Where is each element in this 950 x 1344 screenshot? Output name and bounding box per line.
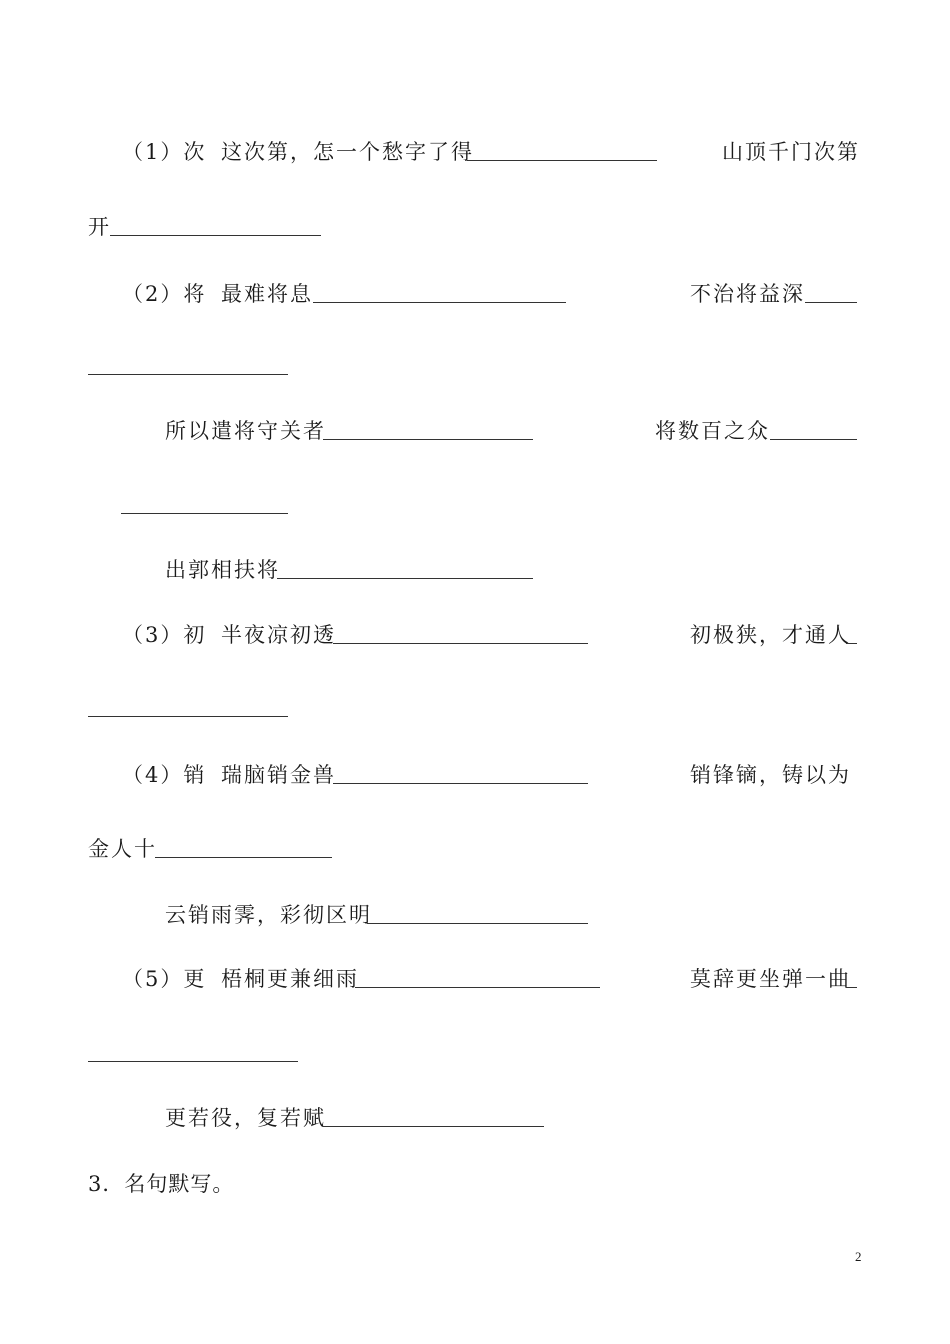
- item-label-chu: （3）初: [122, 623, 207, 647]
- answer-blank[interactable]: [110, 235, 321, 236]
- phrase-text: 半夜凉初透: [221, 623, 336, 647]
- answer-blank-continued[interactable]: [88, 1061, 298, 1062]
- phrase-text: 初极狭，才通人: [690, 623, 851, 647]
- answer-blank[interactable]: [333, 643, 588, 644]
- item-label-jiang: （2）将: [122, 282, 207, 306]
- phrase-text: 将数百之众: [655, 419, 770, 443]
- phrase-text: 最难将息: [221, 282, 313, 306]
- page-number: 2: [855, 1249, 862, 1264]
- answer-blank[interactable]: [367, 923, 588, 924]
- phrase-text: 莫辞更坐弹一曲: [690, 967, 851, 991]
- phrase-text: 销锋镝，铸以为: [690, 763, 851, 787]
- answer-blank[interactable]: [333, 783, 588, 784]
- answer-blank-continued[interactable]: [88, 374, 288, 375]
- answer-blank[interactable]: [313, 302, 566, 303]
- phrase-text: 这次第，怎一个愁字了得: [221, 140, 474, 164]
- answer-blank-continued[interactable]: [88, 716, 288, 717]
- answer-blank[interactable]: [846, 987, 857, 988]
- phrase-text: 更若役，复若赋: [165, 1106, 326, 1130]
- section-heading: 3．名句默写。: [88, 1172, 235, 1196]
- phrase-text: 出郭相扶将: [165, 558, 280, 582]
- item-label-ci: （1）次: [122, 140, 207, 164]
- answer-blank[interactable]: [467, 160, 657, 161]
- phrase-text: 梧桐更兼细雨: [221, 967, 359, 991]
- item-label-xiao: （4）销: [122, 763, 207, 787]
- phrase-text: 山顶千门次第: [722, 140, 860, 164]
- phrase-text: 瑞脑销金兽: [221, 763, 336, 787]
- phrase-text-continued: 开: [88, 215, 111, 239]
- answer-blank[interactable]: [277, 578, 533, 579]
- phrase-text: 所以遣将守关者: [165, 419, 326, 443]
- answer-blank[interactable]: [323, 439, 533, 440]
- phrase-text: 云销雨霁，彩彻区明: [165, 903, 372, 927]
- answer-blank[interactable]: [770, 439, 857, 440]
- phrase-text-continued: 金人十: [88, 837, 157, 861]
- answer-blank[interactable]: [846, 643, 857, 644]
- answer-blank-continued[interactable]: [121, 513, 288, 514]
- phrase-text: 不治将益深: [690, 282, 805, 306]
- answer-blank[interactable]: [155, 857, 332, 858]
- item-label-geng: （5）更: [122, 967, 207, 991]
- answer-blank[interactable]: [355, 987, 600, 988]
- answer-blank[interactable]: [323, 1126, 544, 1127]
- answer-blank[interactable]: [805, 302, 857, 303]
